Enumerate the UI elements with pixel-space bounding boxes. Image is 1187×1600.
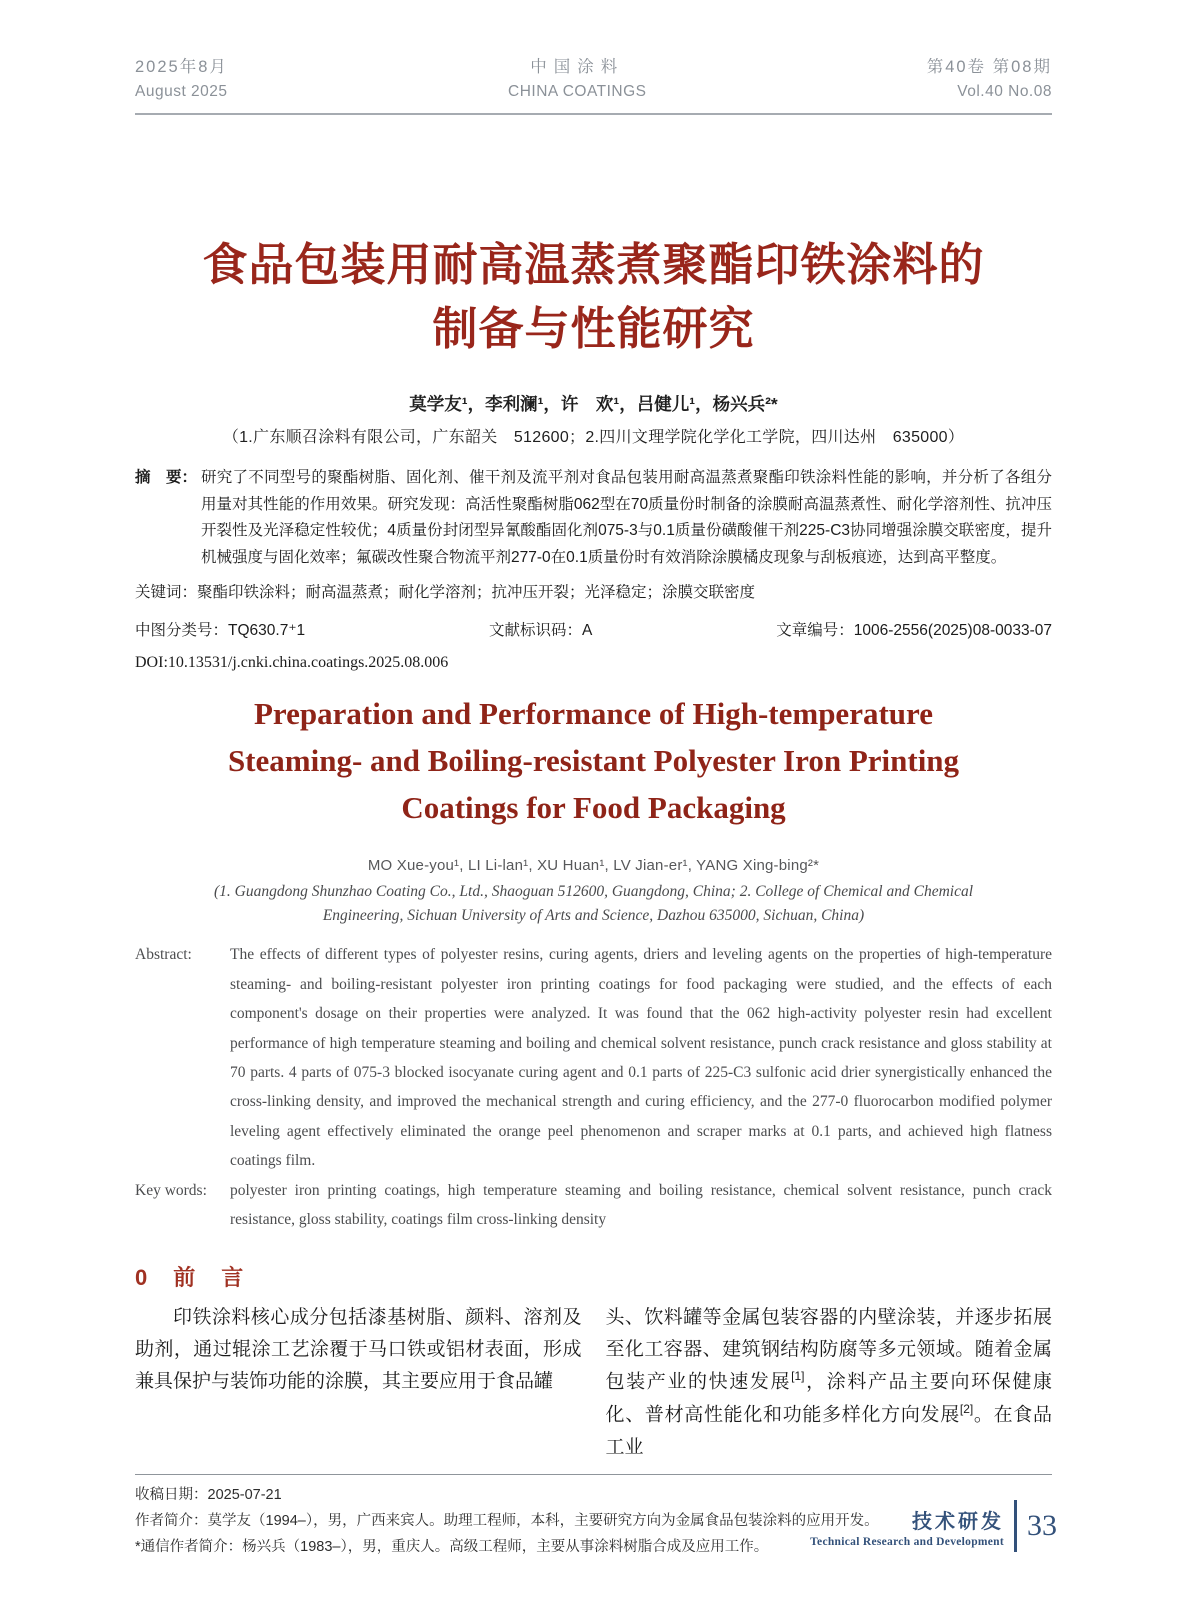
page-number: 33 xyxy=(1027,1509,1057,1542)
header-issue xyxy=(927,55,1052,103)
abstract-cn-label: 摘 要： xyxy=(135,468,198,486)
keywords-cn-label: 关键词： xyxy=(135,583,198,601)
journal-header xyxy=(135,55,1052,115)
article-title-en-line1: Preparation and Performance of High-temperature xyxy=(254,696,933,732)
footnote-separator xyxy=(135,1474,1052,1475)
header-date xyxy=(135,55,228,103)
doi: DOI:10.13531/j.cnki.china.coatings.2025.08.006 xyxy=(135,654,449,672)
article-title-cn-line1: 食品包装用耐高温蒸煮聚酯印铁涂料的 xyxy=(202,239,985,290)
page-footer xyxy=(810,1500,1057,1552)
abstract-cn-text: 研究了不同型号的聚酯树脂、固化剂、催干剂及流平剂对食品包装用耐高温蒸煮聚酯印铁涂料性能的影响，并分析了各组分用量对其性能的作用效果。研究发现：高活性聚酯树脂062型在70质量份时制备的涂膜耐高温蒸煮性、耐化学溶剂性、抗冲压开裂性及光泽稳定性较优；4质量份封闭型异氰酸酯固化剂075-3与0.1质量份磺酸催干剂225-C3协同增强涂膜交联密度，提升机械强度与固化效率；氟碳改性聚合物流平剂277-0在0.1质量份时有效消除涂膜橘皮现象与刮板痕迹，达到高平整度。 xyxy=(201,468,1052,566)
body-right-text-b: ，涂料产品主要向环保健康化、普材高性能化和功能多样化方向发展 xyxy=(605,1371,1052,1426)
body-columns xyxy=(135,1302,1052,1464)
meta-row xyxy=(135,618,1052,640)
affiliation-en-line2: Engineering, Sichuan University of Arts and Science, Dazhou 635000, Sichuan, China) xyxy=(322,907,865,925)
article-title-en xyxy=(135,690,1052,831)
article-title-cn xyxy=(135,233,1052,361)
header-issue-en: Vol.40 No.08 xyxy=(957,82,1052,100)
abstract-en xyxy=(135,940,1052,1176)
clc-number: 中图分类号：TQ630.7⁺1 xyxy=(135,622,306,640)
footnote-corresponding-author-bio: *通信作者简介：杨兴兵（1983–），男，重庆人。高级工程师，主要从事涂料树脂合成及应用工作。 xyxy=(135,1538,769,1555)
keywords-cn-text: 聚酯印铁涂料；耐高温蒸煮；耐化学溶剂；抗冲压开裂；光泽稳定；涂膜交联密度 xyxy=(197,583,756,601)
affiliation-en-line1: (1. Guangdong Shunzhao Coating Co., Ltd., Shaoguan 512600, Guangdong, China; 2. College of Chemical and Chemical xyxy=(213,883,974,901)
footnote-author-bio: 作者简介：莫学友（1994–），男，广西来宾人。助理工程师，本科，主要研究方向为金属食品包装涂料的应用开发。 xyxy=(135,1512,879,1529)
affiliation-cn: （1.广东顺召涂料有限公司，广东韶关 512600；2.四川文理学院化学化工学院，四川达州 635000） xyxy=(222,428,965,446)
article-title-en-line2: Steaming- and Boiling-resistant Polyester Iron Printing xyxy=(227,743,960,779)
footer-column-en: Technical Research and Development xyxy=(810,1535,1004,1548)
footer-divider-bar xyxy=(1014,1500,1017,1552)
reference-marker-1: [1] xyxy=(791,1369,805,1384)
header-journal-cn: 中国涂料 xyxy=(530,58,625,76)
authors-cn: 莫学友¹，李利澜¹，许 欢¹，吕健儿¹，杨兴兵²* xyxy=(409,393,778,414)
authors-en: MO Xue-you¹, LI Li-lan¹, XU Huan¹, LV Jian-er¹, YANG Xing-bing²* xyxy=(367,857,820,875)
affiliation-en xyxy=(135,880,1052,928)
header-date-cn: 2025年8月 xyxy=(135,58,228,76)
body-column-left xyxy=(135,1302,582,1464)
abstract-en-text: The effects of different types of polyester resins, curing agents, driers and leveling agents on the properties of high-temperature steaming- and boiling-resistant polyester iron printing coatings for food packaging were studied, and the effects of each component's dosage on their properties were analyzed. It was found that the 062 high-activity polyester resin had excellent performance of high temperature steaming and boiling and chemical solvent resistance, punch crack resistance and gloss stability at 70 parts. 4 parts of 075-3 blocked isocyanate curing agent and 0.1 parts of 225-C3 sulfonic acid drier synergistically enhanced the cross-linking density, and improved the mechanical strength and curing efficiency, and the 277-0 fluorocarbon modified polymer leveling agent effectively eliminated the orange peel phenomenon and scraper marks at 0.1 parts, and achieved high flatness coatings film. xyxy=(230,946,1052,1170)
article-title-en-line3: Coatings for Food Packaging xyxy=(401,790,786,826)
body-right-text-a: 头、饮料罐等金属包装容器的内壁涂装，并逐步拓展至化工容器、建筑钢结构防腐等多元领域。随着金属包装产业的快速发展 xyxy=(605,1306,1052,1393)
abstract-en-label: Abstract: xyxy=(135,946,192,964)
section-heading-introduction: 0 前 言 xyxy=(135,1264,246,1290)
header-journal-en: CHINA COATINGS xyxy=(508,82,647,100)
body-right-text-c: 。在食品工业 xyxy=(605,1404,1052,1458)
keywords-cn xyxy=(135,580,1052,607)
keywords-en xyxy=(135,1176,1052,1235)
article-title-cn-line2: 制备与性能研究 xyxy=(432,302,755,354)
reference-marker-2: [2] xyxy=(959,1401,974,1416)
footer-column-cn: 技术研发 xyxy=(912,1510,1004,1533)
keywords-en-text: polyester iron printing coatings, high temperature steaming and boiling resistance, chemical solvent resistance, punch crack resistance, gloss stability, coatings film cross-linking density xyxy=(230,1181,1052,1229)
footer-column-labels xyxy=(810,1505,1004,1548)
header-date-en: August 2025 xyxy=(135,82,228,100)
document-code: 文献标识码：A xyxy=(489,622,593,640)
body-paragraph-right xyxy=(606,1302,1053,1464)
body-paragraph-left: 印铁涂料核心成分包括漆基树脂、颜料、溶剂及助剂，通过辊涂工艺涂覆于马口铁或铝材表面，形成兼具保护与装饰功能的涂膜，其主要应用于食品罐 xyxy=(135,1306,582,1393)
footnote-received-date: 收稿日期：2025-07-21 xyxy=(135,1486,282,1503)
keywords-en-label: Key words: xyxy=(135,1181,207,1199)
header-journal-name xyxy=(508,55,646,103)
header-issue-cn: 第40卷 第08期 xyxy=(926,58,1052,76)
body-column-right xyxy=(606,1302,1053,1464)
article-id: 文章编号：1006-2556(2025)08-0033-07 xyxy=(776,622,1052,640)
abstract-cn xyxy=(135,465,1052,572)
